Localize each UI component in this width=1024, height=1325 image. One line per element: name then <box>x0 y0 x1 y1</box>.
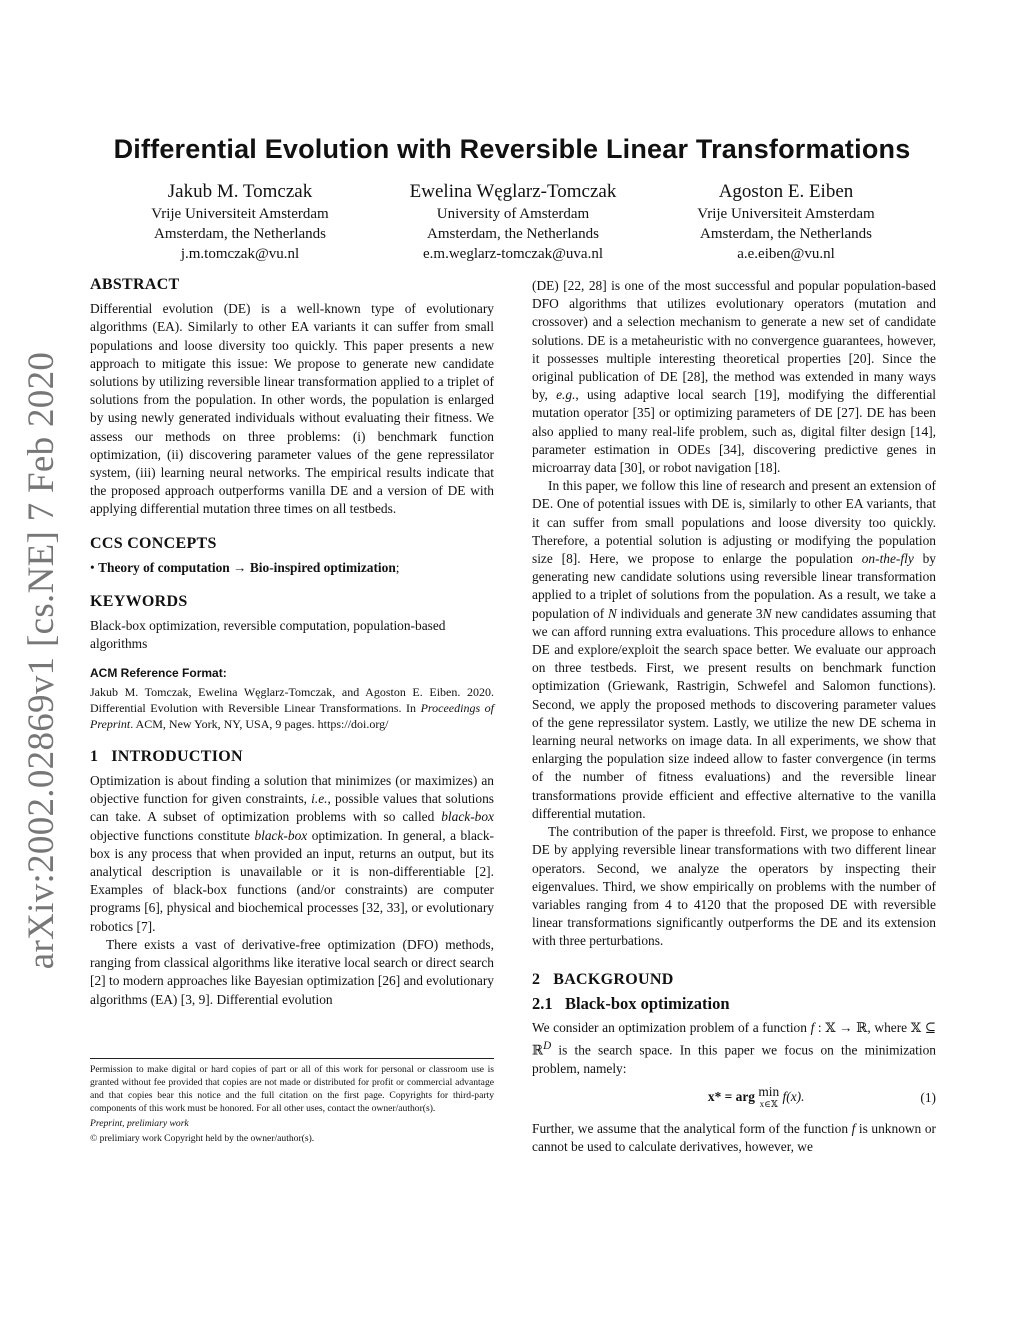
background-paragraph-1 <box>532 1019 936 1078</box>
equation-expression <box>532 1086 920 1110</box>
right-column <box>532 277 936 1156</box>
section-title: BACKGROUND <box>553 970 674 988</box>
author-affiliation: University of Amsterdam <box>436 206 590 222</box>
ccs-arrow: → <box>233 559 247 575</box>
text-run: is unknown or cannot be used to calculate derivatives, however, we <box>532 1121 936 1155</box>
author-location: Amsterdam, the Netherlands <box>699 226 873 242</box>
text-run: individuals and generate 3 <box>616 605 763 621</box>
eq-min-operator <box>758 1086 779 1110</box>
text-run: optimization. In general, a black-box is any process that when provided an input, returns an output, but its analytical description is unavailable or it is non-differentiable [2]. Examples of black-box functions (and/or constraints) are computer programs [6], physical and biochemical processes [32, 33], or evolutionary robotics [7]. <box>90 827 494 934</box>
copyright-note: © prelimiary work Copyright held by the owner/author(s). <box>90 1133 315 1144</box>
author-name: Ewelina Węglarz-Tomczak <box>409 181 617 202</box>
section-number: 2 <box>532 970 541 988</box>
text-run: e.g. <box>556 387 576 403</box>
text-run: black-box <box>441 809 494 825</box>
author-location: Amsterdam, the Netherlands <box>426 226 600 242</box>
math-var: D <box>543 1040 552 1053</box>
ccs-bullet: • <box>90 559 95 575</box>
author-affiliation: Vrije Universiteit Amsterdam <box>151 206 329 222</box>
text-run: where 𝕏 ⊆ ℝ <box>532 1019 936 1058</box>
author-location: Amsterdam, the Netherlands <box>153 226 327 242</box>
subsection-number: 2.1 <box>532 993 553 1013</box>
text-run: Further, we assume that the analytical form of the function <box>532 1121 852 1136</box>
intro-paragraph-1 <box>90 772 494 936</box>
equation-1 <box>532 1086 936 1110</box>
text-run: new candidates assuming that we can afford running extra evaluations. This procedure allows to enhance DE and explore/exploit the search space better. We evaluate our approach on three testbeds. First, we present results on benchmark function optimization (Griewank, Rastrigin, Schwefel and Salomon functions). Second, we apply the proposed methods to discovering parameter values of the gene repressilator system. Lastly, we utilize the new DE schema in learning neural networks on image data. In all experiments, we show that enlarging the population size indeed allow to faster convergence (in terms of the number of fitness evaluations) and the reversible linear transformations provide efficient and effective alternative to the vanilla differential mutation. <box>532 605 936 821</box>
eq-rhs: f(x). <box>782 1089 805 1105</box>
subsection-title: Black-box optimization <box>565 993 730 1013</box>
abstract-text: Differential evolution (DE) is a well-known type of evolutionary algorithms (EA). Similarly to other EA variants it can suffer from small populations and loose diversity too quickly. This paper presents a new approach to mitigate this issue: We propose to generate new candidate solutions by utilizing reversible linear transformation applied to a triplet of solutions from the population. In other words, the population is enlarged by using newly generated individuals without evaluating their fitness. We assess our methods on three problems: (i) benchmark function optimization, (ii) discovering parameter values of the gene repressilator system, (iii) learning neural networks. The empirical results indicate that the proposed approach outperforms vanilla DE and a version of DE with applying differential mutation three times on all testbeds. <box>90 301 494 517</box>
acm-ref-part: Jakub M. Tomczak, Ewelina Węglarz-Tomczak, and Agoston E. Eiben. 2020. Differential Evolution with Reversible Linear Transformations. In <box>90 684 494 715</box>
eq-min-sub: x∈𝕏 <box>759 1099 778 1109</box>
text-run: by generating new candidate solutions using reversible linear transformation applied to a triplet of solutions from the population. As a result, we take a population of <box>532 551 936 621</box>
text-run: : 𝕏 → ℝ, <box>814 1019 871 1035</box>
equation-number: (1) <box>920 1089 936 1105</box>
math-var: N <box>762 605 772 621</box>
background-paragraph-2 <box>532 1120 936 1156</box>
keywords-text: Black-box optimization, reversible computation, population-based algorithms <box>90 618 446 652</box>
author-3 <box>636 180 936 264</box>
text-run: , possible values that solutions can take. A subset of optimization problems with so called <box>90 791 494 825</box>
author-1 <box>90 180 390 264</box>
ccs-item: Bio-inspired optimization <box>249 559 396 575</box>
text-run: i.e. <box>311 791 328 807</box>
author-2 <box>363 180 663 264</box>
author-email: a.e.eiben@vu.nl <box>737 246 835 262</box>
intro-paragraph-4 <box>532 477 936 823</box>
section-number: 1 <box>90 747 99 765</box>
author-email: j.m.tomczak@vu.nl <box>180 246 300 262</box>
venue-note: Preprint, prelimiary work <box>90 1118 189 1129</box>
ccs-item: Theory of computation <box>98 559 230 575</box>
section-title: INTRODUCTION <box>111 747 243 765</box>
author-affiliation: Vrije Universiteit Amsterdam <box>697 206 875 222</box>
eq-min: min <box>758 1084 780 1099</box>
ccs-tail: ; <box>395 559 400 575</box>
text-run: , using adaptive local search [19], modifying the differential mutation operator [35] or optimizing parameters of DE [27]. DE has been also applied to many real-life problem, such as, digital filter design [14], parameter estimation in ODEs [34], discovering predictive genes in microarray data [30], or robot navigation [18]. <box>532 387 936 476</box>
background-heading <box>532 971 936 989</box>
text-run: In this paper, we follow this line of research and present an extension of DE. One of potential issues with DE is, similarly to other EA variants, that it can suffer from small populations and loose diversity too quickly. Therefore, a potential solution is adjusting or modifying the population size [8]. Here, we propose to enlarge the population <box>532 478 936 567</box>
acm-reference-heading: ACM Reference Format: <box>90 665 227 680</box>
intro-paragraph-5: The contribution of the paper is threefold. First, we propose to enhance DE by applying reversible linear transformations with two different linear operators. Second, we analyze the operators by inspecting their eigenvalues. Third, we show empirically on problems with the number of variables ranging from 4 to 4120 that the proposed DE with reversible linear transformations significantly outperforms the DE and its extension with three perturbations. <box>532 824 936 949</box>
math-var: f <box>810 1019 815 1035</box>
abstract-heading: ABSTRACT <box>90 276 180 293</box>
ccs-heading: CCS CONCEPTS <box>90 534 217 552</box>
intro-heading <box>90 748 494 766</box>
author-name: Agoston E. Eiben <box>718 181 854 202</box>
text-run: We consider an optimization problem of a function <box>532 1019 811 1035</box>
intro-paragraph-3 <box>532 277 936 477</box>
arxiv-stamp <box>21 351 63 969</box>
math-var: f <box>851 1121 856 1136</box>
subsection-heading <box>532 995 936 1013</box>
copyright-footnote <box>90 1058 494 1145</box>
permission-notice: Permission to make digital or hard copies of part or all of this work for personal or classroom use is granted without fee provided that copies are not made or distributed for profit or commercial advantage and that copies bear this notice and the full citation on the first page. Copyrights for third-party components of this work must be honored. For all other uses, contact the owner/author(s). <box>90 1064 494 1114</box>
text-run: Optimization is about finding a solution that minimizes (or maximizes) an objective function for given constraints, <box>90 773 494 807</box>
text-run: black-box <box>254 827 308 843</box>
text-run: is the search space. In this paper we focus on the minimization problem, namely: <box>532 1042 936 1076</box>
paper-title: Differential Evolution with Reversible Linear Transformations <box>113 134 911 164</box>
math-var: N <box>607 605 617 621</box>
acm-ref-part: . ACM, New York, NY, USA, 9 pages. https://doi.org/ <box>130 716 389 731</box>
ccs-concepts <box>90 559 494 577</box>
left-column <box>90 276 494 1009</box>
author-email: e.m.weglarz-tomczak@uva.nl <box>423 246 603 262</box>
text-run: objective functions constitute <box>90 827 255 843</box>
author-block <box>90 180 936 260</box>
keywords-heading: KEYWORDS <box>90 593 188 611</box>
text-run: on-the-fly <box>861 551 914 567</box>
acm-reference-text <box>90 684 494 732</box>
text-run: (DE) [22, 28] is one of the most successful and popular population-based DFO algorithms that utilizes evolutionary operators (mutation and crossover) and a selection mechanism to generate a new set of candidate solutions. DE is a metaheuristic with no convergence guarantees, however, it possesses multiple interesting theoretical properties [20]. Since the original publication of DE [28], the method was extended in many ways by, <box>532 278 936 403</box>
acm-ref-venue: Proceedings of Preprint <box>90 700 494 731</box>
arxiv-stamp-text: arXiv:2002.02869v1 [cs.NE] 7 Feb 2020 <box>21 351 63 969</box>
eq-lhs: x* = arg <box>707 1089 755 1105</box>
intro-paragraph-2: There exists a vast of derivative-free optimization (DFO) methods, ranging from classical algorithms like iterative local search or direct search [2] to modern approaches like Bayesian optimization [26] and evolutionary algorithms (EA) [3, 9]. Differential evolution <box>90 936 494 1007</box>
author-name: Jakub M. Tomczak <box>167 181 313 202</box>
